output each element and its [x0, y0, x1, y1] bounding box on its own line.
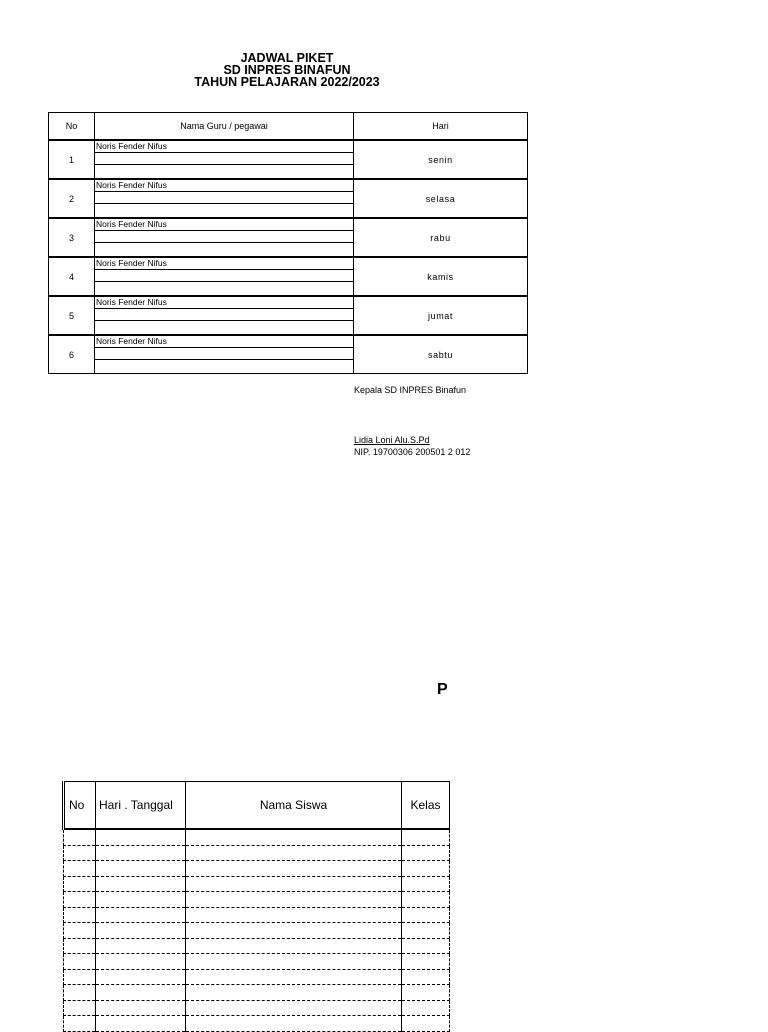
schedule-day	[354, 335, 528, 374]
log-cell-student-name	[186, 829, 402, 845]
log-cell-date	[96, 907, 186, 923]
log-cell-no	[64, 892, 96, 908]
log-cell-no	[64, 861, 96, 877]
log-row	[64, 1000, 450, 1016]
log-cell-class	[402, 923, 450, 939]
teacher-name-line	[95, 321, 353, 334]
schedule-row	[49, 257, 528, 296]
schedule-teacher-cell	[95, 218, 354, 257]
header-teacher-name: Nama Guru / pegawai	[95, 113, 354, 141]
log-cell-class	[402, 1000, 450, 1016]
schedule-row-number: 1	[49, 140, 95, 179]
log-cell-date	[96, 938, 186, 954]
log-cell-date	[96, 829, 186, 845]
schedule-day	[354, 140, 528, 179]
log-cell-student-name	[186, 876, 402, 892]
log-row	[64, 923, 450, 939]
log-row	[64, 954, 450, 970]
log-cell-class	[402, 954, 450, 970]
schedule-row	[49, 140, 528, 179]
log-header-date: Hari . Tanggal	[96, 782, 186, 830]
log-cell-class	[402, 861, 450, 877]
log-cell-student-name	[186, 1016, 402, 1032]
log-cell-student-name	[186, 954, 402, 970]
log-cell-no	[64, 1000, 96, 1016]
log-row	[64, 829, 450, 845]
log-row	[64, 907, 450, 923]
document-title: JADWAL PIKET	[240, 51, 334, 65]
schedule-day-label: selasa	[425, 193, 456, 204]
teacher-name-line: Noris Fender Nifus	[95, 297, 353, 309]
schedule-day-label: senin	[428, 154, 453, 165]
log-cell-student-name	[186, 845, 402, 861]
schedule-row-number: 4	[49, 257, 95, 296]
log-cell-class	[402, 829, 450, 845]
log-cell-student-name	[186, 861, 402, 877]
log-cell-date	[96, 876, 186, 892]
schedule-row-number: 5	[49, 296, 95, 335]
teacher-name-line: Noris Fender Nifus	[95, 141, 353, 153]
teacher-name-line	[95, 270, 353, 282]
log-cell-no	[64, 923, 96, 939]
schedule-row	[49, 335, 528, 374]
log-cell-class	[402, 876, 450, 892]
log-cell-no	[64, 1016, 96, 1032]
teacher-name-line	[95, 309, 353, 321]
log-row	[64, 845, 450, 861]
log-cell-class	[402, 1016, 450, 1032]
schedule-teacher-cell	[95, 179, 354, 218]
log-row	[64, 985, 450, 1001]
teacher-name-line	[95, 231, 353, 243]
schedule-day-label: kamis	[427, 271, 454, 282]
log-cell-date	[96, 923, 186, 939]
log-cell-class	[402, 985, 450, 1001]
school-name: SD INPRES BINAFUN	[223, 63, 351, 77]
log-cell-class	[402, 938, 450, 954]
log-cell-no	[64, 829, 96, 845]
schedule-teacher-cell	[95, 140, 354, 179]
log-cell-class	[402, 892, 450, 908]
log-cell-student-name	[186, 923, 402, 939]
student-log-table	[62, 781, 450, 1032]
teacher-name-line: Noris Fender Nifus	[95, 180, 353, 192]
schedule-row-number: 2	[49, 179, 95, 218]
log-cell-no	[64, 954, 96, 970]
schedule-row-number: 3	[49, 218, 95, 257]
student-log-header-row	[64, 782, 450, 830]
schedule-day-label: sabtu	[427, 349, 454, 360]
schedule-day-label: rabu	[430, 232, 451, 243]
log-cell-no	[64, 969, 96, 985]
signature-nip: NIP. 19700306 200501 2 012	[354, 447, 471, 457]
header-no: No	[49, 113, 95, 141]
log-row	[64, 1016, 450, 1032]
log-cell-date	[96, 892, 186, 908]
log-cell-date	[96, 845, 186, 861]
teacher-name-line	[95, 165, 353, 178]
teacher-name-line: Noris Fender Nifus	[95, 258, 353, 270]
teacher-name-line: Noris Fender Nifus	[95, 219, 353, 231]
schedule-day	[354, 296, 528, 335]
log-row	[64, 938, 450, 954]
teacher-name-line	[95, 243, 353, 256]
signature-name: Lidia Loni Alu.S.Pd	[354, 435, 430, 445]
log-cell-class	[402, 907, 450, 923]
log-row	[64, 969, 450, 985]
log-cell-no	[64, 985, 96, 1001]
teacher-name-line	[95, 204, 353, 217]
teacher-name-line: Noris Fender Nifus	[95, 336, 353, 348]
log-cell-date	[96, 1016, 186, 1032]
log-cell-student-name	[186, 938, 402, 954]
log-cell-date	[96, 954, 186, 970]
log-cell-date	[96, 969, 186, 985]
log-cell-student-name	[186, 985, 402, 1001]
log-cell-date	[96, 985, 186, 1001]
log-row	[64, 892, 450, 908]
log-cell-no	[64, 907, 96, 923]
schedule-table	[48, 112, 528, 374]
log-header-class: Kelas	[402, 782, 450, 830]
header-day: Hari	[354, 113, 528, 141]
schedule-teacher-cell	[95, 296, 354, 335]
schedule-row-number: 6	[49, 335, 95, 374]
log-cell-no	[64, 876, 96, 892]
teacher-name-line	[95, 153, 353, 165]
log-header-student-name: Nama Siswa	[186, 782, 402, 830]
schedule-row	[49, 218, 528, 257]
log-cell-student-name	[186, 907, 402, 923]
schedule-day	[354, 179, 528, 218]
schedule-row	[49, 296, 528, 335]
schedule-teacher-cell	[95, 335, 354, 374]
log-cell-class	[402, 969, 450, 985]
log-cell-student-name	[186, 1000, 402, 1016]
schedule-day-label: jumat	[427, 310, 453, 321]
log-cell-no	[64, 845, 96, 861]
log-row	[64, 861, 450, 877]
page2-heading-fragment: P	[437, 681, 448, 698]
teacher-name-line	[95, 348, 353, 360]
log-cell-no	[64, 938, 96, 954]
schedule-day	[354, 257, 528, 296]
log-cell-student-name	[186, 969, 402, 985]
schedule-day	[354, 218, 528, 257]
log-cell-student-name	[186, 892, 402, 908]
log-header-no: No	[64, 782, 96, 830]
log-cell-date	[96, 1000, 186, 1016]
schedule-row	[49, 179, 528, 218]
schedule-header-row	[49, 113, 528, 141]
teacher-name-line	[95, 360, 353, 373]
log-cell-class	[402, 845, 450, 861]
teacher-name-line	[95, 192, 353, 204]
signature-position: Kepala SD INPRES Binafun	[354, 385, 467, 395]
log-row	[64, 876, 450, 892]
teacher-name-line	[95, 282, 353, 295]
academic-year: TAHUN PELAJARAN 2022/2023	[194, 75, 380, 89]
log-cell-date	[96, 861, 186, 877]
schedule-teacher-cell	[95, 257, 354, 296]
